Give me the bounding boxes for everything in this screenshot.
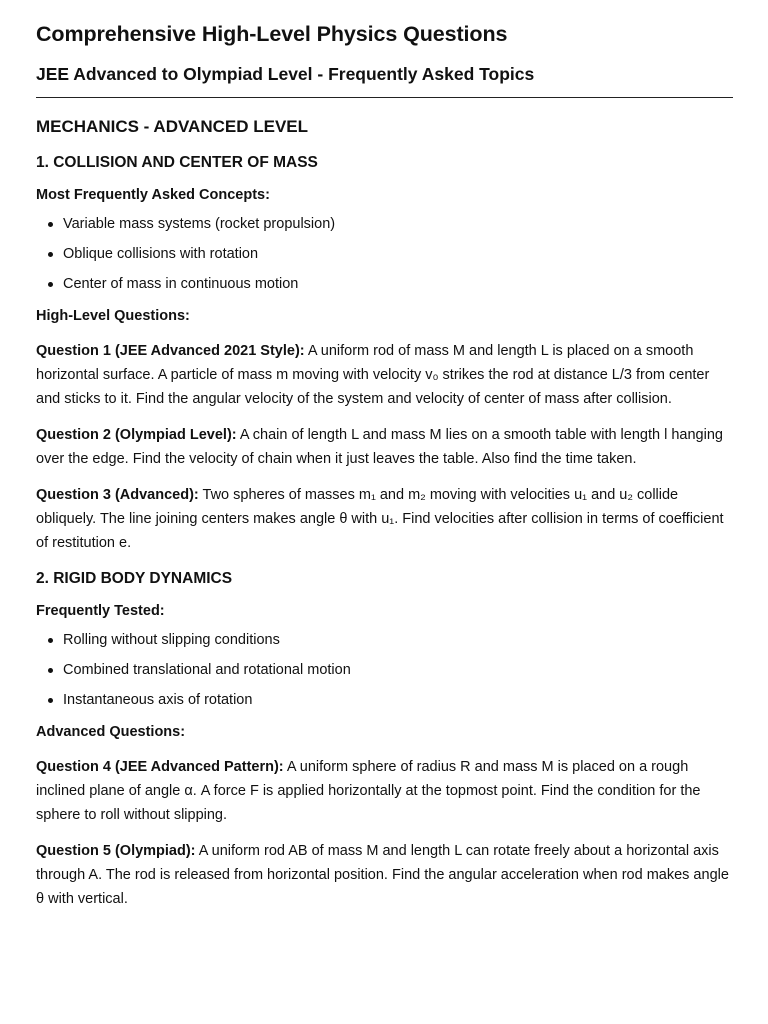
topic-rigid-body [36, 568, 732, 911]
document-subtitle: JEE Advanced to Olympiad Level - Frequently Asked Topics [36, 64, 535, 84]
list-item: Combined translational and rotational motion [63, 659, 732, 681]
questions-label: High-Level Questions: [36, 308, 190, 324]
question-label: Question 5 (Olympiad): [36, 843, 196, 859]
question-text: A uniform rod AB of mass M and length L can rotate freely about a horizontal axis through A. The rod is released from horizontal position. Find the angular acceleration when rod makes angle θ with vertical. [36, 843, 729, 907]
concepts-list [36, 629, 732, 711]
list-item: Variable mass systems (rocket propulsion) [63, 213, 732, 235]
question-label: Question 2 (Olympiad Level): [36, 427, 237, 443]
question-label: Question 3 (Advanced): [36, 487, 199, 503]
question-label: Question 4 (JEE Advanced Pattern): [36, 759, 284, 775]
list-item: Oblique collisions with rotation [63, 243, 732, 265]
list-item: Center of mass in continuous motion [63, 273, 732, 295]
question-text: A chain of length L and mass M lies on a smooth table with length l hanging over the edge. Find the velocity of chain when it just leaves the table. Also find the time taken. [36, 427, 723, 467]
questions-label: Advanced Questions: [36, 724, 186, 740]
question-paragraph [36, 339, 733, 411]
concepts-label: Frequently Tested: [36, 603, 165, 619]
question-text: A uniform sphere of radius R and mass M is placed on a rough inclined plane of angle α. A force F is applied horizontally at the topmost point. Find the condition for the sphere to roll without slipping. [36, 759, 701, 823]
question-paragraph [36, 423, 733, 471]
title-divider [36, 97, 733, 98]
question-paragraph [36, 755, 733, 827]
question-paragraph [36, 839, 733, 911]
concepts-list [36, 213, 732, 295]
topic-heading: 1. COLLISION AND CENTER OF MASS [36, 154, 318, 171]
concepts-label: Most Frequently Asked Concepts: [36, 187, 270, 203]
document-title: Comprehensive High-Level Physics Questions [36, 22, 508, 46]
list-item: Instantaneous axis of rotation [63, 689, 732, 711]
topic-heading: 2. RIGID BODY DYNAMICS [36, 570, 233, 587]
question-paragraph [36, 483, 733, 555]
section-heading: MECHANICS - ADVANCED LEVEL [36, 117, 309, 136]
question-text: Two spheres of masses m₁ and m₂ moving with velocities u₁ and u₂ collide obliquely. The line joining centers makes angle θ with u₁. Find velocities after collision in terms of coefficient of restitution e. [36, 487, 724, 551]
question-label: Question 1 (JEE Advanced 2021 Style): [36, 343, 305, 359]
question-text: A uniform rod of mass M and length L is placed on a smooth horizontal surface. A particle of mass m moving with velocity v₀ strikes the rod at distance L/3 from center and sticks to it. Find the angular velocity of the system and velocity of center of mass after collision. [36, 343, 710, 407]
list-item: Rolling without slipping conditions [63, 629, 732, 651]
topic-collision [36, 152, 732, 555]
